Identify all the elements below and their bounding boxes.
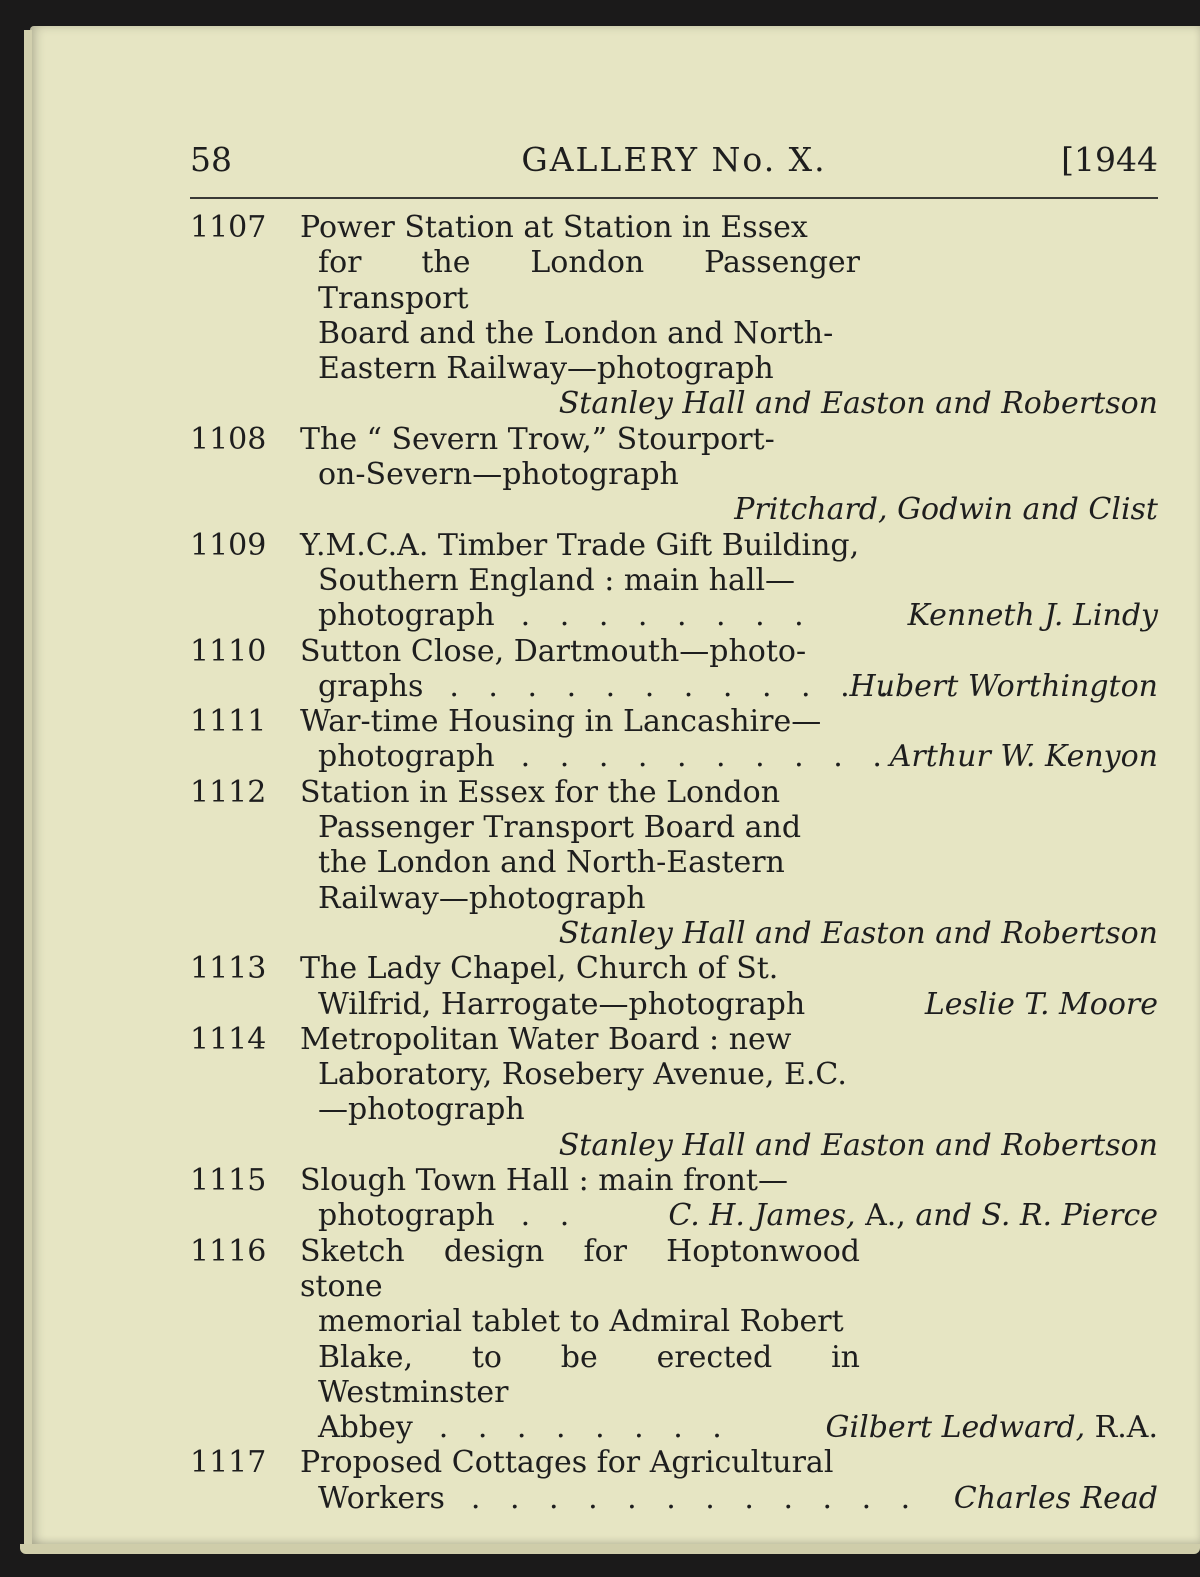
entry-title-line: Passenger Transport Board and xyxy=(318,810,802,846)
entry-title-line: the London and North-Eastern xyxy=(318,845,785,881)
catalogue-entry xyxy=(180,775,1158,951)
entry-number: 1108 xyxy=(190,421,267,457)
dot-leaders: . . . . . . . . xyxy=(520,598,814,634)
entry-title xyxy=(300,1445,921,1516)
catalogue-entry xyxy=(180,1163,1158,1234)
dot-leaders: . . . . . . . . . . xyxy=(520,739,892,775)
entry-title-line: photograph xyxy=(318,598,495,634)
entry-title-line: Y.M.C.A. Timber Trade Gift Building, xyxy=(300,527,860,563)
entry-title-line: The “ Severn Trow,” Stourport- xyxy=(300,421,775,457)
entry-title-last-line xyxy=(300,1198,860,1233)
entry-number: 1117 xyxy=(190,1445,267,1481)
catalogue-entries xyxy=(180,210,1158,1516)
catalogue-entry xyxy=(180,210,1158,422)
catalogue-entry xyxy=(180,1234,1158,1446)
entry-number: 1107 xyxy=(190,210,267,245)
artist-qualification: R.A. xyxy=(1094,1410,1158,1446)
entry-title xyxy=(300,1234,860,1446)
dot-leaders: . . . . . . . . . . . . xyxy=(449,668,899,704)
page-number: 58 xyxy=(190,140,232,179)
entry-title xyxy=(300,951,860,1022)
entry-title-line: Proposed Cottages for Agricultural xyxy=(300,1445,834,1481)
entry-title-line: Blake, to be erected in Westminster xyxy=(318,1339,860,1410)
entry-title-line: Board and the London and North- xyxy=(318,315,834,351)
catalogue-entry xyxy=(180,951,1158,1022)
entry-number: 1116 xyxy=(190,1233,267,1269)
entry-number: 1115 xyxy=(190,1163,267,1199)
dot-leaders: . . . . . . . . xyxy=(438,1410,732,1446)
entry-title-line: Sketch design for Hoptonwood stone xyxy=(300,1233,860,1304)
page-edge-bottom xyxy=(20,1544,1200,1554)
artist-name: Hubert Worthington xyxy=(849,668,1158,704)
entry-number: 1110 xyxy=(190,633,267,669)
entry-title-line: Southern England : main hall— xyxy=(318,562,796,598)
page-edge-left xyxy=(24,30,32,1545)
artist-name: Leslie T. Moore xyxy=(924,986,1158,1022)
entry-number: 1113 xyxy=(190,951,267,987)
entry-title-line: Metropolitan Water Board : new xyxy=(300,1021,792,1057)
artist-qualification: A., xyxy=(865,1198,906,1234)
entry-title xyxy=(300,1022,860,1128)
entry-title-line: Wilfrid, Harrogate—photograph xyxy=(318,986,806,1022)
artist-name: and S. R. Pierce xyxy=(915,1198,1158,1234)
entry-title-line: photograph xyxy=(318,1198,495,1234)
entry-title xyxy=(300,704,892,775)
catalogue-entry xyxy=(180,634,1158,705)
entry-title-last-line xyxy=(300,598,860,633)
entry-title-line: Workers xyxy=(318,1480,445,1516)
entry-artist: Pritchard, Godwin and Clist xyxy=(734,492,1158,528)
artist-name: Charles Read xyxy=(953,1480,1158,1516)
entry-title xyxy=(300,1163,860,1234)
entry-title-last-line xyxy=(300,739,892,775)
entry-title xyxy=(300,422,860,493)
entry-title-line: The Lady Chapel, Church of St. xyxy=(300,951,779,987)
artist-name: Kenneth J. Lindy xyxy=(907,598,1158,634)
entry-artist: Stanley Hall and Easton and Robertson xyxy=(558,1127,1158,1163)
entry-artist: Stanley Hall and Easton and Robertson xyxy=(558,915,1158,951)
artist-name: C. H. James, xyxy=(668,1198,856,1234)
entry-title-line: War-time Housing in Lancashire— xyxy=(300,704,822,740)
entry-title xyxy=(300,633,899,705)
entry-number: 1114 xyxy=(190,1021,267,1057)
entry-title-line: —photograph xyxy=(318,1092,525,1128)
entry-title xyxy=(300,528,860,634)
dot-leaders: . . . . . . . . . . . . xyxy=(470,1480,921,1516)
entry-number: 1112 xyxy=(190,774,267,810)
entry-title-line: photograph xyxy=(318,739,495,775)
header-rule xyxy=(190,197,1158,199)
catalogue-entry xyxy=(180,704,1158,775)
header-year: [1944 xyxy=(1061,140,1158,179)
artist-name: Gilbert Ledward, xyxy=(825,1410,1086,1446)
entry-number: 1109 xyxy=(190,527,267,563)
entry-title-line: Laboratory, Rosebery Avenue, E.C. xyxy=(318,1057,847,1093)
entry-title-line: Railway—photograph xyxy=(318,880,646,916)
catalogue-entry xyxy=(180,422,1158,528)
entry-title-line: Power Station at Station in Essex xyxy=(300,210,808,245)
entry-title-line: Eastern Railway—photograph xyxy=(318,351,774,387)
entry-title-line: Abbey xyxy=(318,1410,413,1446)
entry-title-line: graphs xyxy=(318,668,424,704)
artist-name: Arthur W. Kenyon xyxy=(889,739,1158,775)
entry-title-last-line xyxy=(300,987,860,1022)
entry-title-line: Slough Town Hall : main front— xyxy=(300,1163,788,1199)
page-title: GALLERY No. X. xyxy=(521,140,827,179)
entry-number: 1111 xyxy=(190,704,267,740)
entry-title-last-line xyxy=(300,1410,860,1445)
entry-title-line: on-Severn—photograph xyxy=(318,457,679,493)
catalogue-entry xyxy=(180,1022,1158,1163)
entry-title-line: memorial tablet to Admiral Robert xyxy=(318,1304,844,1340)
page-header xyxy=(190,140,1158,190)
catalogue-entry xyxy=(180,1445,1158,1516)
entry-title-line: for the London Passenger Transport xyxy=(318,245,860,316)
entry-title-line: Sutton Close, Dartmouth—photo- xyxy=(300,633,807,669)
entry-title xyxy=(300,775,860,916)
entry-title-last-line xyxy=(300,668,899,704)
entry-title-line: Station in Essex for the London xyxy=(300,774,781,810)
dot-leaders: . . xyxy=(520,1198,580,1234)
entry-title xyxy=(300,210,860,386)
catalogue-entry xyxy=(180,528,1158,634)
entry-title-last-line xyxy=(300,1480,921,1516)
entry-artist: Stanley Hall and Easton and Robertson xyxy=(558,386,1158,422)
